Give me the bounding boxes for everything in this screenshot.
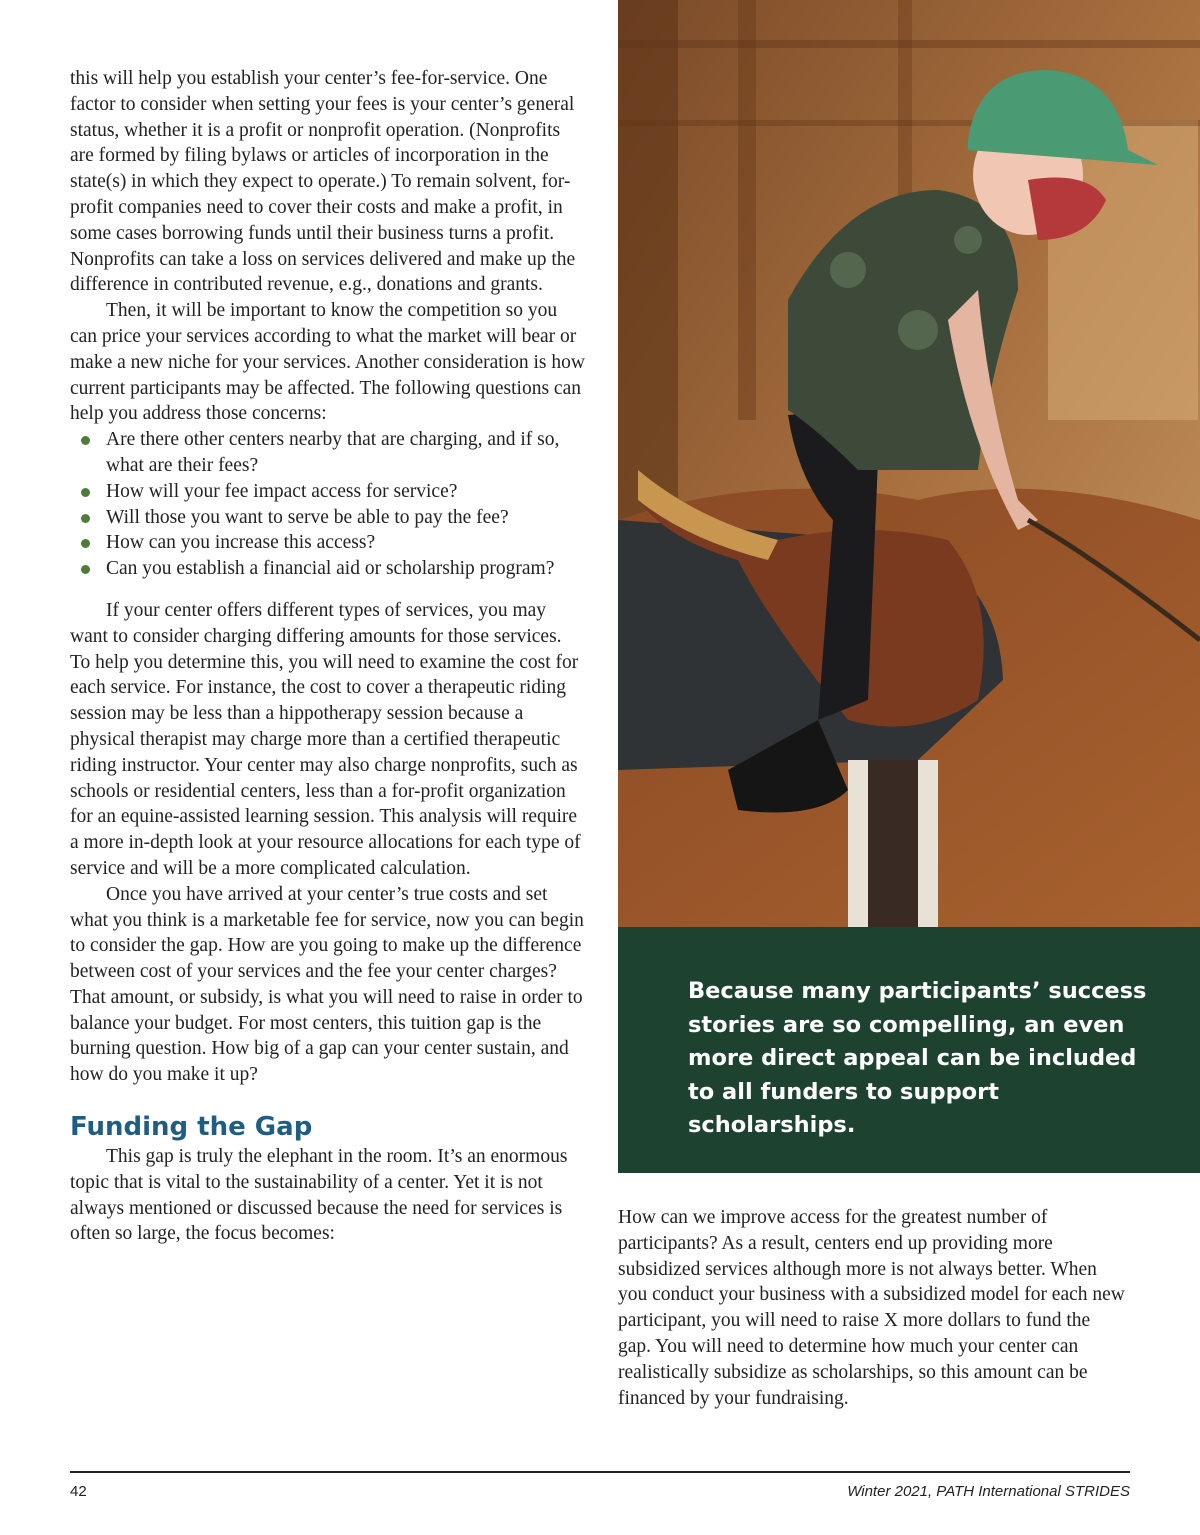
body-paragraph: How can we improve access for the greatest number of participants? As a result, centers end up providing more subsidized services although more is not always better. When you conduct your business with a subsidized model for each new participant, you will need to raise X more dollars to fund the gap. You will need to determine how much your center can realistically subsidize as scholarships, so this amount can be financed by your fundraising. bbox=[618, 1207, 1125, 1409]
list-item: How can you increase this access? bbox=[70, 530, 585, 556]
list-item: Are there other centers nearby that are charging, and if so, what are their fees? bbox=[70, 427, 585, 479]
body-paragraph: If your center offers different types of services, you may want to consider charging differing amounts for those services. To help you determine this, you will need to examine the cost for each service. For instance, the cost to cover a therapeutic riding session may be less than a hippotherapy session because a physical therapist may charge more than a certified therapeutic riding instructor. Your center may also charge nonprofits, such as schools or residential centers, less than a for-profit organization for an equine-assisted learning session. This analysis will require a more in-depth look at your resource allocations for each type of service and will be a more complicated calculation. bbox=[70, 599, 581, 879]
horse-rider-illustration bbox=[618, 0, 1200, 927]
bullet-icon bbox=[81, 514, 90, 523]
body-paragraph: This gap is truly the elephant in the room. It’s an enormous topic that is vital to the sustainability of a center. Yet it is not always mentioned or discussed because the need for services is often so large, the focus becomes: bbox=[70, 1146, 568, 1245]
page-number: 42 bbox=[70, 1483, 87, 1500]
question-list bbox=[70, 427, 585, 582]
list-item: How will your fee impact access for service? bbox=[70, 479, 585, 505]
body-paragraph: Once you have arrived at your center’s true costs and set what you think is a marketable fee for service, now you can begin to consider the gap. How are you going to make up the difference between cost of your services and the fee your center charges? That amount, or subsidy, is what you will need to raise in order to balance your budget. For most centers, this tuition gap is the burning question. How big of a gap can your center sustain, and how do you make it up? bbox=[70, 883, 584, 1086]
body-paragraph: this will help you establish your center’s fee-for-service. One factor to consider when setting your fees is your center’s general status, whether it is a profit or nonprofit operation. (Nonprofits are formed by filing bylaws or articles of incorporation in the state(s) in which they expect to operate.) To remain solvent, for-profit companies need to cover their costs and make a profit, in some cases borrowing funds until their business turns a profit. Nonprofits can take a loss on services delivered and make up the difference in contributed revenue, e.g., donations and grants. bbox=[70, 68, 576, 296]
bullet-icon bbox=[81, 565, 90, 574]
pull-quote bbox=[618, 927, 1200, 1173]
list-item: Can you establish a financial aid or scholarship program? bbox=[70, 556, 585, 582]
right-column bbox=[618, 1205, 1128, 1411]
body-paragraph: Then, it will be important to know the competition so you can price your services according to what the market will bear or make a new niche for your services. Another consideration is how current participants may be affected. The following questions can help you address those concerns: bbox=[70, 300, 585, 425]
footer-rule bbox=[70, 1471, 1130, 1473]
bullet-icon bbox=[81, 436, 90, 445]
bullet-icon bbox=[81, 488, 90, 497]
pull-quote-text: Because many participants’ success stories are so compelling, an even more direct appeal can be included to all funders to support scholarships. bbox=[688, 978, 1147, 1138]
rider-photo bbox=[618, 0, 1200, 927]
left-column bbox=[70, 66, 585, 1247]
section-heading: Funding the Gap bbox=[70, 1112, 313, 1143]
bullet-icon bbox=[81, 539, 90, 548]
list-item: Will those you want to serve be able to pay the fee? bbox=[70, 505, 585, 531]
publication-footer: Winter 2021, PATH International STRIDES bbox=[847, 1483, 1130, 1500]
